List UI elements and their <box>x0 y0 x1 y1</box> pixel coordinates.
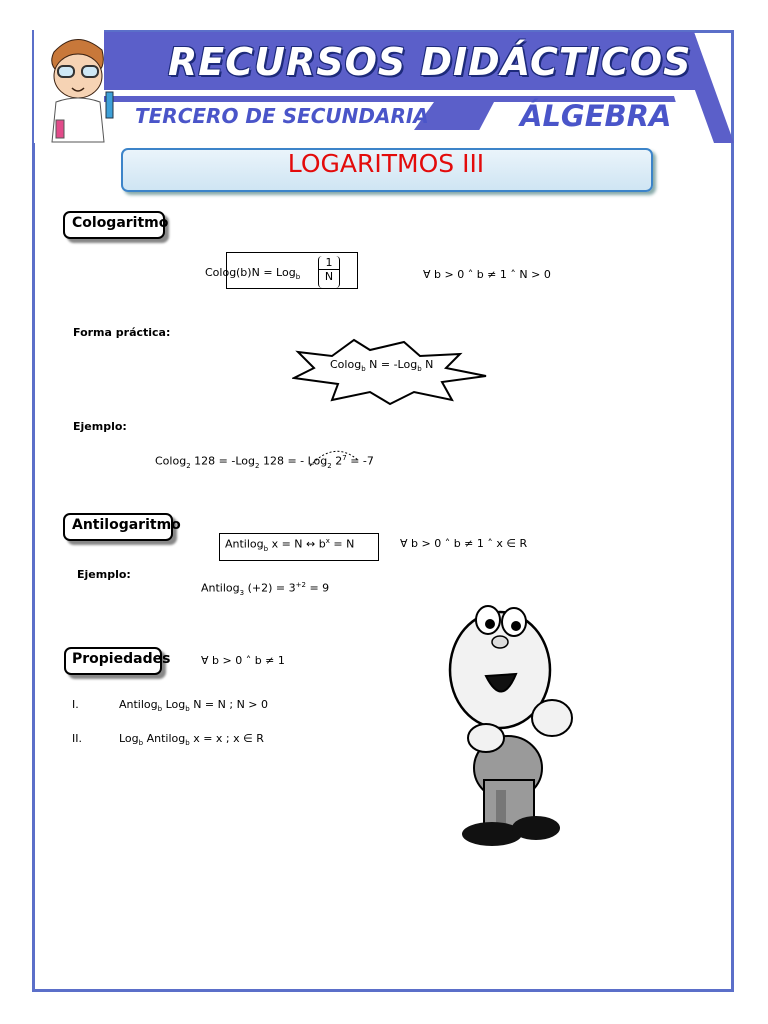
scientist-illustration <box>36 32 120 144</box>
property-number: II. <box>72 732 82 745</box>
practical-formula: Colog$_b$ N = -Log$_b$ N <box>330 358 434 374</box>
section-cologaritmo-heading: Cologaritmo <box>72 215 169 231</box>
practical-form-label: Forma práctica: <box>73 326 171 339</box>
colog-definition-rhs: (b)N = Log$_b$ <box>236 266 301 282</box>
section-antilogaritmo-heading: Antilogaritmo <box>72 517 181 533</box>
colog-example-label: Ejemplo: <box>73 420 127 433</box>
colog-example: Colog$_2$ 128 = -Log$_2$ 128 = - Log$_2$ $2^7 = -7$ <box>155 454 374 470</box>
colog-definition-lhs: Colog <box>205 266 237 279</box>
properties-condition: ∀ b > 0 ˄ b ≠ 1 <box>201 654 285 667</box>
exponent-arrow <box>306 446 366 470</box>
section-propiedades-heading: Propiedades <box>72 651 171 667</box>
antilog-example-label: Ejemplo: <box>77 568 131 581</box>
property-item: I. Antilog$_b$ Log$_b$ N = N ; N > 0 <box>72 698 269 714</box>
property-number: I. <box>72 698 79 711</box>
antilog-definition: Antilog$_b$ x = N ↔ $b^x = N$ <box>225 537 355 553</box>
antilog-example: Antilog$_3$ $(+2) = 3^{+2} = 9$ <box>201 581 330 597</box>
antilog-condition: ∀ b > 0 ˄ b ≠ 1 ˄ x ∈ R <box>400 537 528 550</box>
fraction-denominator: N <box>324 270 334 283</box>
subject-label: ÁLGEBRA <box>520 99 672 133</box>
property-item: II. Log$_b$ Antilog$_b$ x = x ; x ∈ R <box>72 732 264 748</box>
cartoon-character-illustration <box>440 590 585 852</box>
colog-condition: ∀ b > 0 ˄ b ≠ 1 ˄ N > 0 <box>423 268 551 281</box>
topic-title: LOGARITMOS III <box>287 149 485 178</box>
grade-label: TERCERO DE SECUNDARIA <box>135 104 429 128</box>
fraction-numerator: 1 <box>319 256 339 270</box>
colog-fraction <box>318 256 340 288</box>
header-title: RECURSOS DIDÁCTICOS <box>168 40 692 84</box>
